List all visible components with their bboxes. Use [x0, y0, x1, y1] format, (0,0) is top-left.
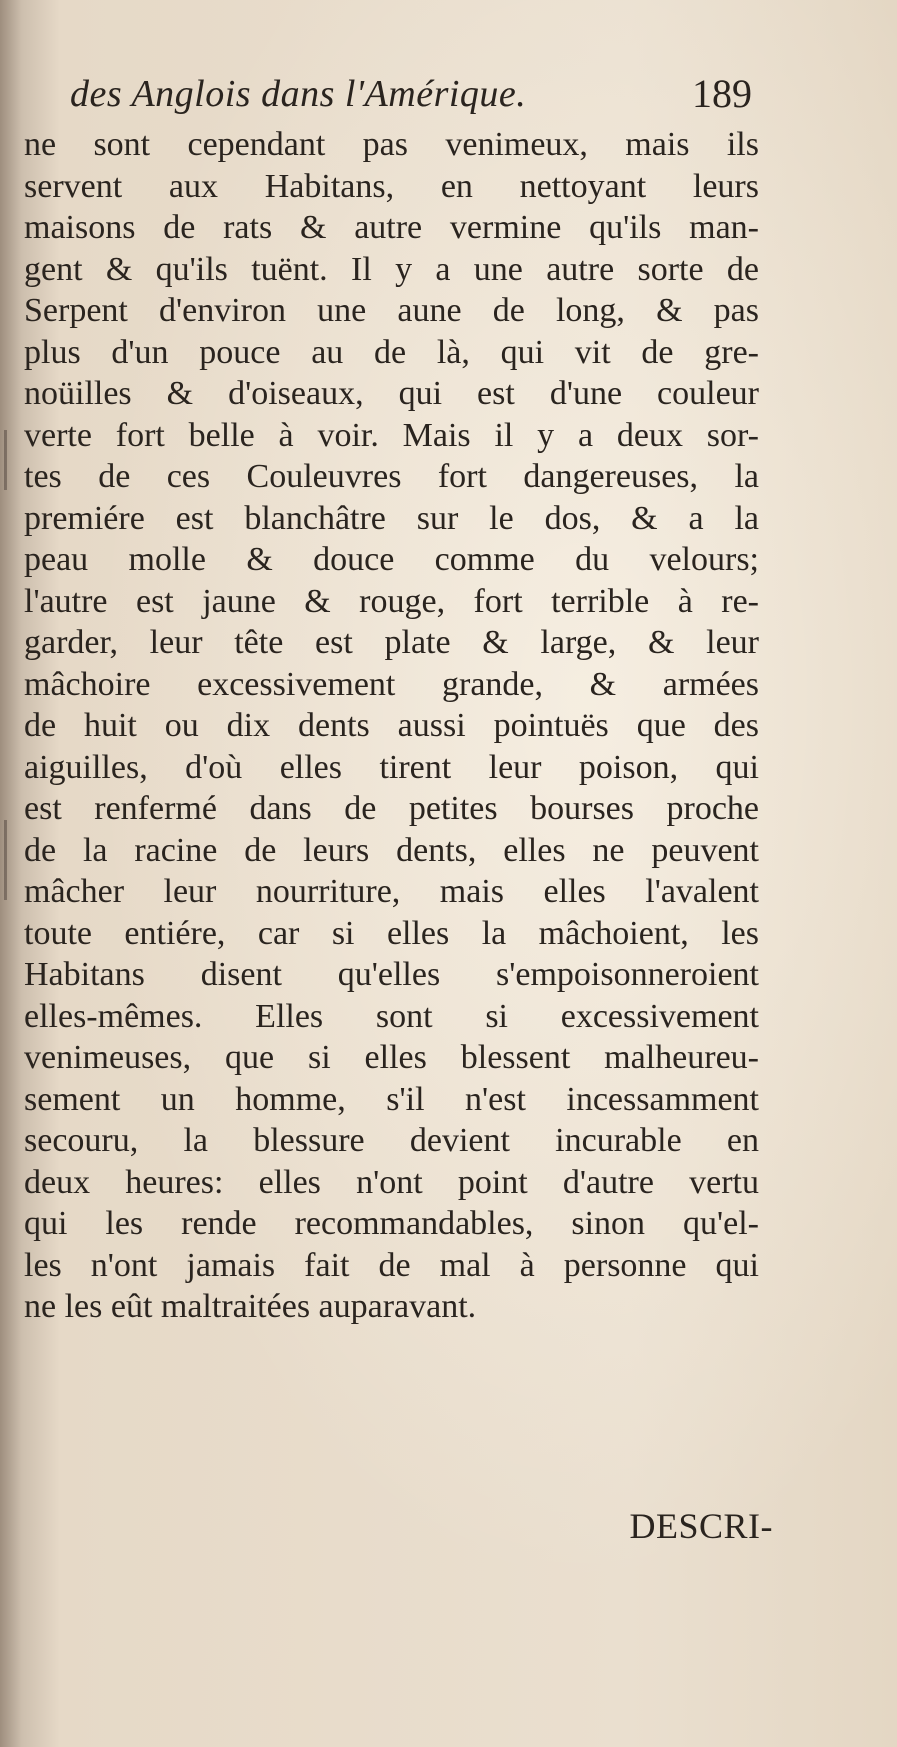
text-line: qui les rende recommandables, sinon qu'el-: [24, 1205, 759, 1242]
text-line: sement un homme, s'il n'est incessamment: [24, 1080, 759, 1118]
text-line: Serpent d'environ une aune de long, & pas: [24, 292, 759, 329]
text-line: toute entiére, car si elles la mâchoient, les: [24, 914, 759, 952]
page-edge-shadow: [4, 820, 7, 900]
text-line: de huit ou dix dents aussi pointuës que des: [24, 707, 759, 744]
text-line: Habitans disent qu'elles s'empoisonneroient: [24, 956, 759, 993]
text-line: ne les eût maltraitées auparavant.: [24, 1288, 477, 1325]
text-line: servent aux Habitans, en nettoyant leurs: [24, 167, 759, 205]
text-line: aiguilles, d'où elles tirent leur poison, qui: [24, 748, 759, 786]
text-line: deux heures: elles n'ont point d'autre vertu: [24, 1163, 759, 1201]
text-line: secouru, la blessure devient incurable en: [24, 1122, 759, 1159]
text-line: gent & qu'ils tuënt. Il y a une autre sorte de: [24, 250, 759, 288]
page-number: 189: [692, 71, 752, 116]
text-line: garder, leur tête est plate & large, & leur: [24, 624, 759, 661]
catchword: DESCRI-: [629, 1506, 773, 1546]
text-line: plus d'un pouce au de là, qui vit de gre-: [24, 333, 759, 371]
text-line: peau molle & douce comme du velours;: [24, 541, 759, 578]
page-edge-shadow: [4, 430, 7, 490]
running-head: [62, 72, 752, 120]
text-line: noüilles & d'oiseaux, qui est d'une couleur: [24, 375, 759, 412]
text-line: elles-mêmes. Elles sont si excessivement: [24, 997, 759, 1035]
text-line: venimeuses, que si elles blessent malheureu-: [24, 1039, 759, 1076]
text-line: ne sont cependant pas venimeux, mais ils: [24, 126, 759, 163]
text-line: tes de ces Couleuvres fort dangereuses, la: [24, 458, 759, 495]
text-line: est renfermé dans de petites bourses proche: [24, 790, 759, 827]
text-line: mâchoire excessivement grande, & armées: [24, 665, 759, 703]
text-line: de la racine de leurs dents, elles ne peuvent: [24, 831, 759, 869]
running-title: des Anglois dans l'Amérique.: [70, 73, 527, 115]
text-line: premiére est blanchâtre sur le dos, & a la: [24, 499, 759, 537]
text-line: maisons de rats & autre vermine qu'ils man-: [24, 209, 759, 246]
body-text: [24, 124, 759, 1328]
text-line: mâcher leur nourriture, mais elles l'avalent: [24, 873, 759, 910]
text-line: l'autre est jaune & rouge, fort terrible à re-: [24, 582, 759, 620]
text-line: les n'ont jamais fait de mal à personne qui: [24, 1246, 759, 1284]
text-line: verte fort belle à voir. Mais il y a deux sor-: [24, 416, 759, 454]
